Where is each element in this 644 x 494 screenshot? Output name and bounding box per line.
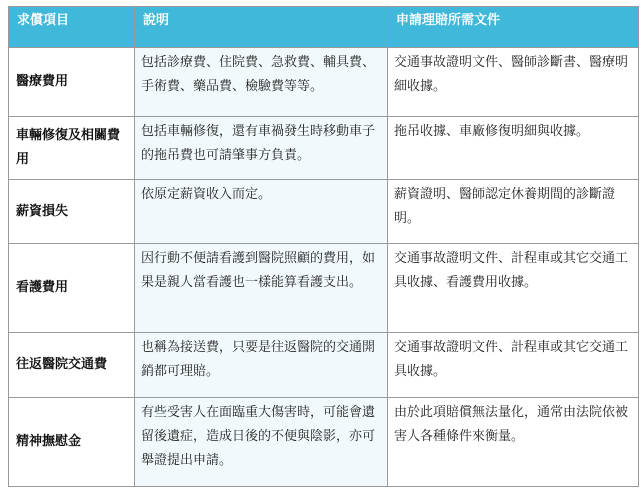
claims-table (8, 6, 639, 487)
row-documents: 交通事故證明文件、計程車或其它交通工具收據、看護費用收據。 (388, 244, 639, 333)
row-documents: 交通事故證明文件、醫師診斷書、醫療明細收據。 (388, 48, 639, 117)
row-description: 有些受害人在面臨重大傷害時，可能會遺留後遺症，造成日後的不便與陰影，亦可舉證提出申請。 (135, 398, 388, 487)
row-item: 薪資損失 (9, 180, 135, 244)
row-documents: 由於此項賠償無法量化，通常由法院依被害人各種條件來衡量。 (388, 398, 639, 487)
row-description: 包括診療費、住院費、急救費、輔具費、手術費、藥品費、檢驗費等等。 (135, 48, 388, 117)
table-row (9, 117, 639, 180)
row-item: 看護費用 (9, 244, 135, 333)
header-documents: 申請理賠所需文件 (388, 7, 639, 48)
row-item: 醫療費用 (9, 48, 135, 117)
table-row (9, 244, 639, 333)
row-documents: 薪資證明、醫師認定休養期間的診斷證明。 (388, 180, 639, 244)
row-item: 往返醫院交通費 (9, 333, 135, 398)
row-documents: 拖吊收據、車廠修復明細與收據。 (388, 117, 639, 180)
header-row (9, 7, 639, 48)
row-description: 也稱為接送費，只要是往返醫院的交通開銷都可理賠。 (135, 333, 388, 398)
header-description: 說明 (135, 7, 388, 48)
header-item: 求償項目 (9, 7, 135, 48)
table-row (9, 180, 639, 244)
row-item: 車輛修復及相關費用 (9, 117, 135, 180)
row-description: 依原定薪資收入而定。 (135, 180, 388, 244)
row-documents: 交通事故證明文件、計程車或其它交通工具收據。 (388, 333, 639, 398)
table-row (9, 48, 639, 117)
table-row (9, 398, 639, 487)
row-item: 精神撫慰金 (9, 398, 135, 487)
table-row (9, 333, 639, 398)
row-description: 因行動不便請看護到醫院照顧的費用，如果是親人當看護也一樣能算看護支出。 (135, 244, 388, 333)
row-description: 包括車輛修復，還有車禍發生時移動車子的拖吊費也可請肇事方負責。 (135, 117, 388, 180)
